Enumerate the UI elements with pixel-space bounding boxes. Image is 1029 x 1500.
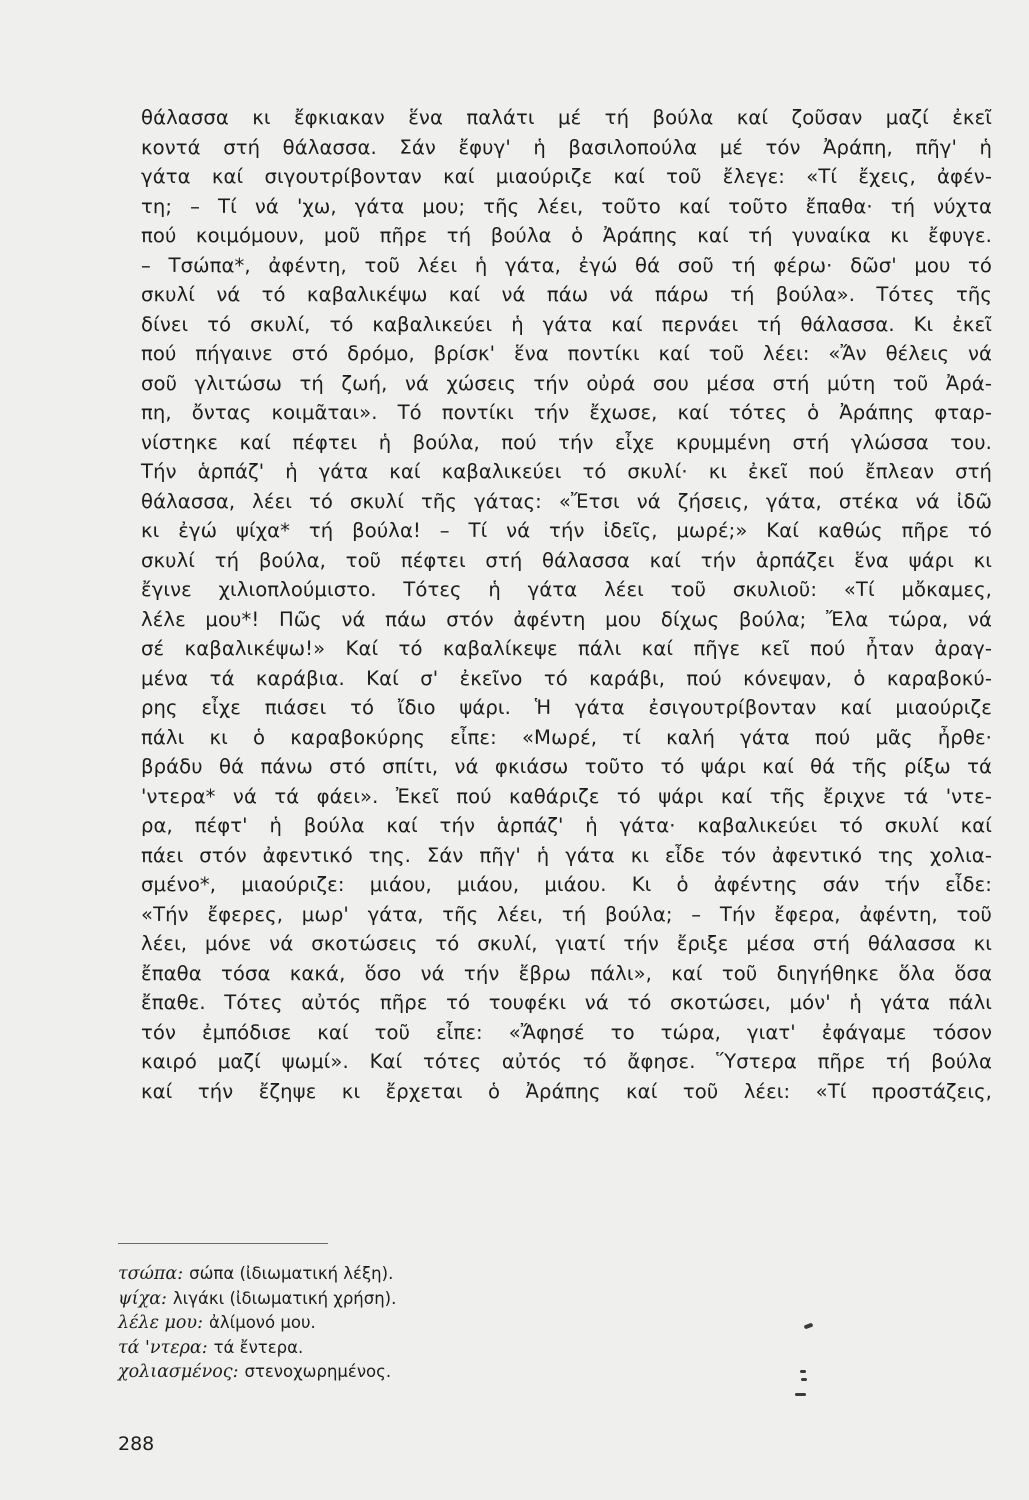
text-line: σοῦ γλιτώσω τή ζωή, νά χώσεις τήν οὐρά σου μέσα στή μύτη τοῦ Ἀρά- <box>141 371 992 395</box>
text-line: καί τήν ἔζηψε κι ἔρχεται ὁ Ἀράπης καί τοῦ λέει: «Τί προστάζεις, <box>141 1079 992 1103</box>
text-line: θάλασσα, λέει τό σκυλί τῆς γάτας: «Ἔτσι νά ζήσεις, γάτα, στέκα νά ἰδῶ <box>141 489 992 513</box>
footnote-term: λέλε μου: <box>118 1313 203 1333</box>
footnote-definition: σώπα (ἰδιωματική λέξη). <box>189 1264 394 1283</box>
scan-speck <box>801 1378 807 1381</box>
text-line: μένα τά καράβια. Καί σ' ἐκεῖνο τό καράβι, πού κόνεψαν, ὁ καραβοκύ- <box>141 666 992 690</box>
text-line: ἔπαθα τόσα κακά, ὅσο νά τήν ἔβρω πάλι», καί τοῦ διηγήθηκε ὅλα ὅσα <box>141 961 992 985</box>
text-line: πη, ὄντας κοιμᾶται». Τό ποντίκι τήν ἔχωσε, καί τότες ὁ Ἀράπης φταρ- <box>141 401 992 424</box>
text-line: λέλε μου*! Πῶς νά πάω στόν ἀφέντη μου δίχως βούλα; Ἔλα τώρα, νά <box>141 607 992 631</box>
text-line: τόν ἐμπόδισε καί τοῦ εἶπε: «Ἄφησέ το τώρα, γιατ' ἐφάγαμε τόσον <box>141 1020 992 1044</box>
text-line: νίστηκε καί πέφτει ἡ βούλα, πού τήν εἶχε κρυμμένη στή γλώσσα του. <box>141 430 992 454</box>
footnote-divider <box>118 1243 328 1244</box>
scan-speck <box>800 1370 806 1373</box>
footnote-term: τά 'ντερα: <box>118 1337 208 1358</box>
footnote-term: χολιασμένος: <box>118 1362 239 1382</box>
footnote-definition: τά ἔντερα. <box>213 1337 304 1357</box>
text-line: κι ἐγώ ψίχα* τή βούλα! – Τί νά τήν ἰδεῖς, μωρέ;» Καί καθώς πῆρε τό <box>141 519 992 542</box>
footnote-definition: λιγάκι (ἰδιωματική χρήση). <box>172 1288 397 1308</box>
footnote-term: ψίχα: <box>118 1288 167 1309</box>
footnote-definition: ἀλίμονό μου. <box>208 1313 316 1332</box>
text-line: πάει στόν ἀφεντικό της. Σάν πῆγ' ἡ γάτα κι εἶδε τόν ἀφεντικό της χολια- <box>141 843 992 867</box>
footnote <box>118 1311 718 1336</box>
text-line: Τήν ἁρπάζ' ἡ γάτα καί καβαλικεύει τό σκυλί· κι ἐκεῖ πού ἔπλεαν στή <box>141 460 992 483</box>
text-line: – Τσώπα*, ἀφέντη, τοῦ λέει ἡ γάτα, ἐγώ θά σοῦ τή φέρω· δῶσ' μου τό <box>141 253 992 277</box>
footnote <box>118 1262 718 1287</box>
scan-speck <box>795 1393 806 1396</box>
text-line: πού πήγαινε στό δρόμο, βρίσκ' ἕνα ποντίκι καί τοῦ λέει: «Ἄν θέλεις νά <box>141 342 992 365</box>
page-number: 288 <box>118 1433 155 1455</box>
footnote <box>118 1336 718 1361</box>
text-line: πάλι κι ὁ καραβοκύρης εἶπε: «Μωρέ, τί καλή γάτα πού μᾶς ἦρθε· <box>141 725 992 749</box>
text-line: δίνει τό σκυλί, τό καβαλικεύει ἡ γάτα καί περνάει τή θάλασσα. Κι ἐκεῖ <box>141 312 992 336</box>
text-line: ρα, πέφτ' ἡ βούλα καί τήν ἁρπάζ' ἡ γάτα· καβαλικεύει τό σκυλί καί <box>141 814 992 837</box>
text-line: βράδυ θά πάνω στό σπίτι, νά φκιάσω τοῦτο τό ψάρι καί θά τῆς ρίξω τά <box>141 755 992 778</box>
text-line: θάλασσα κι ἔφκιακαν ἕνα παλάτι μέ τή βούλα καί ζοῦσαν μαζί ἐκεῖ <box>141 106 992 129</box>
text-line: ἔπαθε. Τότες αὐτός πῆρε τό τουφέκι νά τό σκοτώσει, μόν' ἡ γάτα πάλι <box>141 991 992 1014</box>
footnote <box>118 1287 718 1312</box>
footnote-term: τσώπα: <box>118 1264 184 1284</box>
footnotes <box>118 1262 718 1385</box>
text-line: σέ καβαλικέψω!» Καί τό καβαλίκεψε πάλι καί πῆγε κεῖ πού ἦταν ἀραγ- <box>141 637 992 660</box>
text-line: σκυλί τή βούλα, τοῦ πέφτει στή θάλασσα καί τήν ἁρπάζει ἕνα ψάρι κι <box>141 548 992 572</box>
text-line: τη; – Τί νά 'χω, γάτα μου; τῆς λέει, τοῦτο καί τοῦτο ἔπαθα· τή νύχτα <box>141 194 992 218</box>
footnote-definition: στενοχωρημένος. <box>244 1362 392 1381</box>
text-line: λέει, μόνε νά σκοτώσεις τό σκυλί, γιατί τήν ἔριξε μέσα στή θάλασσα κι <box>141 932 992 955</box>
text-line: σμένο*, μιαούριζε: μιάου, μιάου, μιάου. Κι ὁ ἀφέντης σάν τήν εἶδε: <box>141 873 992 896</box>
text-line: ρης εἶχε πιάσει τό ἴδιο ψάρι. Ἡ γάτα ἐσιγουτρίβονταν καί μιαούριζε <box>141 696 992 719</box>
text-line: καιρό μαζί ψωμί». Καί τότες αὐτός τό ἄφησε. Ὕστερα πῆρε τή βούλα <box>141 1050 992 1073</box>
footnote <box>118 1360 718 1385</box>
scan-speck <box>804 1323 814 1330</box>
text-line: 'ντερα* νά τά φάει». Ἐκεῖ πού καθάριζε τό ψάρι καί τῆς ἔριχνε τά 'ντε- <box>141 784 992 808</box>
body-text <box>141 103 992 1106</box>
text-line: ἔγινε χιλιοπλούμιστο. Τότες ἡ γάτα λέει τοῦ σκυλιοῦ: «Τί μὄκαμες, <box>141 578 992 601</box>
text-line: σκυλί νά τό καβαλικέψω καί νά πάω νά πάρω τή βούλα». Τότες τῆς <box>141 283 992 306</box>
text-line: «Τήν ἔφερες, μωρ' γάτα, τῆς λέει, τή βούλα; – Τήν ἔφερα, ἀφέντη, τοῦ <box>141 902 992 926</box>
text-line: κοντά στή θάλασσα. Σάν ἔφυγ' ἡ βασιλοπούλα μέ τόν Ἀράπη, πῆγ' ἡ <box>141 135 992 159</box>
text-line: γάτα καί σιγουτρίβονταν καί μιαούριζε καί τοῦ ἔλεγε: «Τί ἔχεις, ἀφέν- <box>141 165 992 188</box>
text-line: πού κοιμόμουν, μοῦ πῆρε τή βούλα ὁ Ἀράπης καί τή γυναίκα κι ἔφυγε. <box>141 224 992 247</box>
